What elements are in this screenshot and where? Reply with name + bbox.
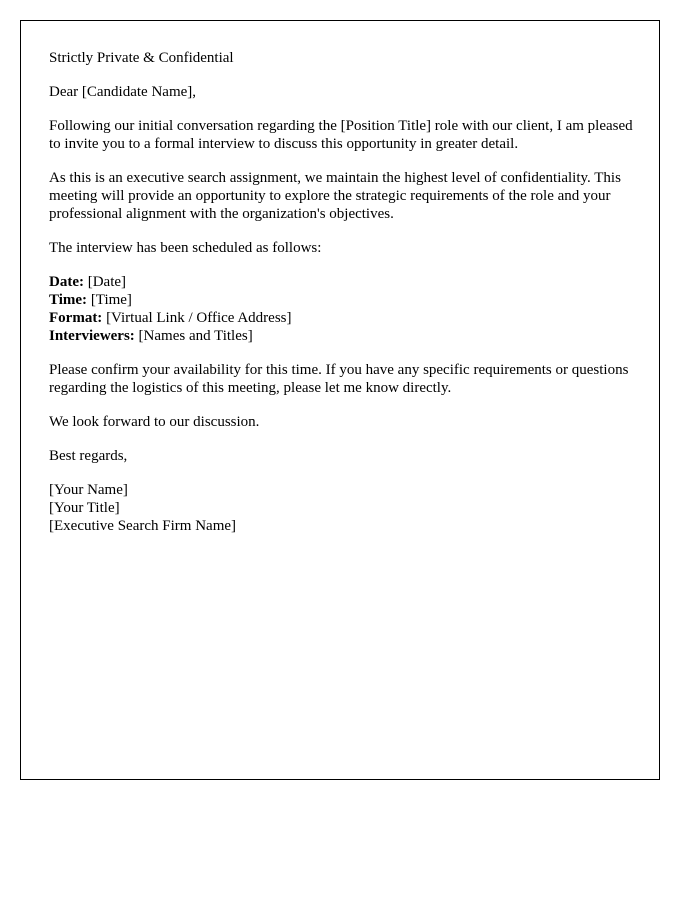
- confidentiality-paragraph: As this is an executive search assignment, we maintain the highest level of confidentiality. This meeting will provide an opportunity to explore the strategic requirements of the role and your professional alignment with the organization's objectives.: [49, 170, 621, 222]
- detail-format-label: Format:: [49, 310, 103, 326]
- interview-details: [49, 273, 639, 345]
- signature-title: [Your Title]: [49, 500, 120, 516]
- letter-body: [49, 49, 639, 551]
- sign-off: Best regards,: [49, 448, 128, 464]
- schedule-intro: The interview has been scheduled as follows:: [49, 240, 322, 256]
- detail-date: [49, 273, 639, 291]
- detail-date-value: [Date]: [87, 274, 127, 290]
- detail-format-value: [Virtual Link / Office Address]: [106, 310, 292, 326]
- salutation: Dear [Candidate Name],: [49, 84, 197, 100]
- signature-block: [49, 481, 639, 535]
- detail-time-label: Time:: [49, 292, 88, 308]
- intro-paragraph: Following our initial conversation regarding the [Position Title] role with our client, I am pleased to invite you to a formal interview to discuss this opportunity in greater detail.: [49, 118, 633, 152]
- detail-interviewers-label: Interviewers:: [49, 328, 135, 344]
- detail-format: [49, 309, 639, 327]
- detail-time-value: [Time]: [90, 292, 132, 308]
- detail-interviewers: [49, 327, 639, 345]
- confirmation-paragraph: Please confirm your availability for this time. If you have any specific requirements or questions regarding the logistics of this meeting, please let me know directly.: [49, 362, 629, 396]
- detail-interviewers-value: [Names and Titles]: [138, 328, 253, 344]
- detail-date-label: Date:: [49, 274, 84, 290]
- signature-name: [Your Name]: [49, 482, 128, 498]
- signature-firm: [Executive Search Firm Name]: [49, 518, 237, 534]
- confidential-heading: Strictly Private & Confidential: [49, 50, 234, 66]
- closing-line: We look forward to our discussion.: [49, 414, 260, 430]
- detail-time: [49, 291, 639, 309]
- letter-page: [20, 20, 660, 780]
